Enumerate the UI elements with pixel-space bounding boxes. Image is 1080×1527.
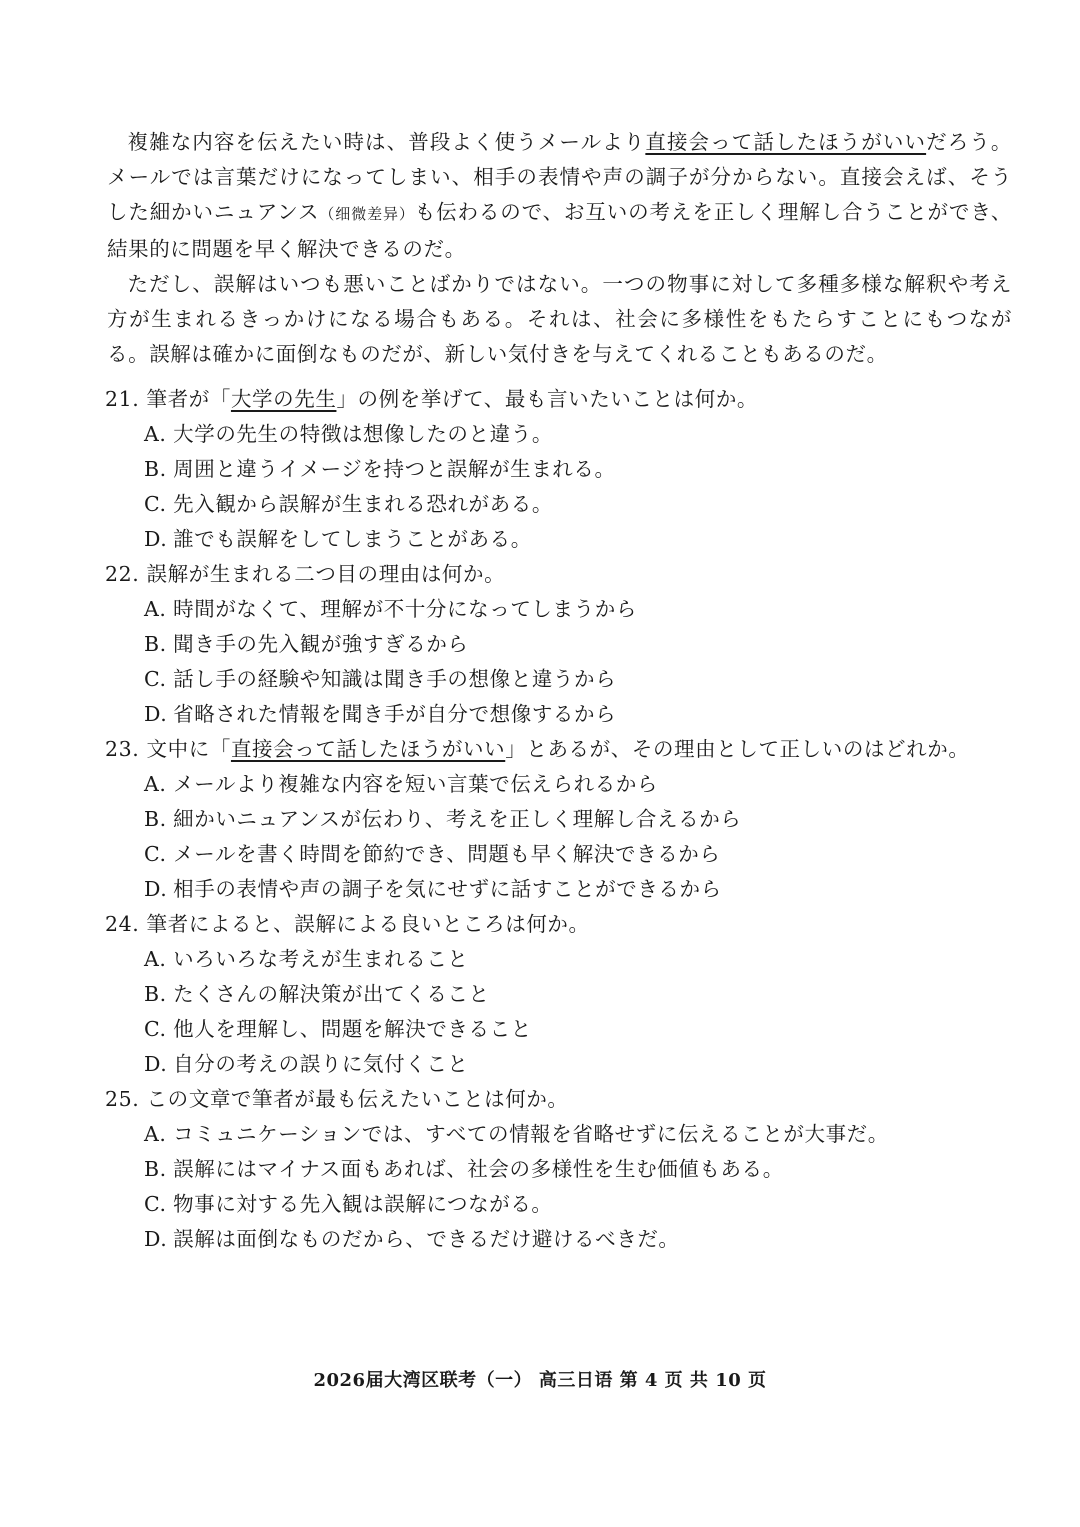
- question-text: 筆者によると、誤解による良いところは何か。: [146, 912, 590, 936]
- option-letter: B.: [144, 632, 167, 656]
- option-text: 話し手の経験や知識は聞き手の想像と違うから: [173, 667, 617, 691]
- answer-option: [105, 1047, 1025, 1082]
- option-text: 相手の表情や声の調子を気にせずに話すことができるから: [173, 877, 722, 901]
- option-text: メールを書く時間を節約でき、問題も早く解決できるから: [173, 842, 721, 866]
- answer-option: [105, 1152, 1025, 1187]
- option-text: 周囲と違うイメージを持つと誤解が生まれる。: [173, 457, 616, 481]
- option-text: 大学の先生の特徴は想像したのと違う。: [173, 422, 553, 446]
- option-letter: C.: [144, 492, 167, 516]
- option-letter: D.: [144, 877, 168, 901]
- option-text: 時間がなくて、理解が不十分になってしまうから: [173, 597, 637, 621]
- option-text: コミュニケーションでは、すべての情報を省略せずに伝えることが大事だ。: [173, 1122, 889, 1146]
- answer-option: [105, 1222, 1025, 1257]
- option-letter: D.: [144, 1052, 168, 1076]
- passage-paragraph-1: [107, 125, 1012, 267]
- option-text: 省略された情報を聞き手が自分で想像するから: [173, 702, 617, 726]
- answer-option: [105, 452, 1025, 487]
- option-text: いろいろな考えが生まれること: [173, 947, 469, 971]
- question-number: 25.: [105, 1087, 140, 1111]
- question-stem: [105, 1082, 1025, 1117]
- option-letter: B.: [144, 982, 167, 1006]
- option-letter: D.: [144, 702, 168, 726]
- question-stem: [105, 732, 1025, 767]
- passage-text: だろう。メールでは言葉だけになってしまい、相手の表情や声の調子が分からない。直接会えば、そうした細かいニュアンス: [107, 130, 1012, 224]
- question-text: この文章で筆者が最も伝えたいことは何か。: [146, 1087, 569, 1111]
- option-letter: B.: [144, 457, 167, 481]
- option-letter: C.: [144, 842, 167, 866]
- passage-text: 複雑な内容を伝えたい時は、普段よく使うメールより: [127, 130, 646, 154]
- option-letter: A.: [144, 947, 167, 971]
- answer-option: [105, 837, 1025, 872]
- option-text: 物事に対する先入観は誤解につながる。: [173, 1192, 553, 1216]
- option-letter: C.: [144, 1017, 167, 1041]
- question-text: 」の例を挙げて、最も言いたいことは何か。: [336, 387, 759, 411]
- option-text: 誤解にはマイナス面もあれば、社会の多様性を生む価値もある。: [173, 1157, 784, 1181]
- question-text: 文中に「: [146, 737, 231, 761]
- answer-option: [105, 1012, 1025, 1047]
- answer-option: [105, 977, 1025, 1012]
- option-text: たくさんの解決策が出てくること: [173, 982, 490, 1006]
- question-stem: [105, 557, 1025, 592]
- answer-option: [105, 1187, 1025, 1222]
- option-text: 先入観から誤解が生まれる恐れがある。: [173, 492, 553, 516]
- answer-option: [105, 487, 1025, 522]
- question-22: [105, 557, 1025, 732]
- underlined-phrase: 大学の先生: [230, 387, 337, 411]
- answer-option: [105, 872, 1025, 907]
- question-number: 24.: [105, 912, 140, 936]
- option-letter: A.: [144, 422, 167, 446]
- option-letter: C.: [144, 1192, 167, 1216]
- option-letter: C.: [144, 667, 167, 691]
- underlined-phrase: 直接会って話したほうがいい: [230, 737, 506, 761]
- option-text: 自分の考えの誤りに気付くこと: [173, 1052, 469, 1076]
- question-text: 筆者が「: [146, 387, 231, 411]
- option-letter: D.: [144, 527, 168, 551]
- option-letter: A.: [144, 1122, 167, 1146]
- question-list: [105, 382, 1025, 1257]
- underlined-phrase: 直接会って話したほうがいい: [645, 130, 927, 154]
- question-text: 誤解が生まれる二つ目の理由は何か。: [146, 562, 506, 586]
- answer-option: [105, 1117, 1025, 1152]
- question-stem: [105, 907, 1025, 942]
- question-21: [105, 382, 1025, 557]
- answer-option: [105, 417, 1025, 452]
- question-number: 22.: [105, 562, 140, 586]
- option-text: 細かいニュアンスが伝わり、考えを正しく理解し合えるから: [173, 807, 742, 831]
- answer-option: [105, 767, 1025, 802]
- answer-option: [105, 592, 1025, 627]
- question-number: 21.: [105, 387, 140, 411]
- answer-option: [105, 802, 1025, 837]
- option-letter: D.: [144, 1227, 168, 1251]
- option-text: メールより複雑な内容を短い言葉で伝えられるから: [173, 772, 659, 796]
- question-number: 23.: [105, 737, 140, 761]
- question-24: [105, 907, 1025, 1082]
- option-letter: B.: [144, 807, 167, 831]
- answer-option: [105, 942, 1025, 977]
- reading-passage: [107, 125, 1012, 372]
- option-text: 誰でも誤解をしてしまうことがある。: [173, 527, 532, 551]
- page-footer: 2026届大湾区联考（一） 高三日语 第 4 页 共 10 页: [313, 1370, 767, 1391]
- question-25: [105, 1082, 1025, 1257]
- option-letter: B.: [144, 1157, 167, 1181]
- option-letter: A.: [144, 772, 167, 796]
- answer-option: [105, 697, 1025, 732]
- answer-option: [105, 627, 1025, 662]
- answer-option: [105, 662, 1025, 697]
- passage-paragraph-2: ただし、誤解はいつも悪いことばかりではない。一つの物事に対して多種多様な解釈や考え方が生まれるきっかけになる場合もある。それは、社会に多様性をもたらすことにもつながる。誤解は確かに面倒なものだが、新しい気付きを与えてくれることもあるのだ。: [107, 272, 1012, 366]
- passage-text: も伝わるので、お互いの考えを正しく理解し合うことができ、結果的に問題を早く解決できるのだ。: [107, 200, 1012, 261]
- answer-option: [105, 522, 1025, 557]
- option-text: 誤解は面倒なものだから、できるだけ避けるべきだ。: [173, 1227, 680, 1251]
- option-letter: A.: [144, 597, 167, 621]
- option-text: 他人を理解し、問題を解決できること: [173, 1017, 532, 1041]
- question-stem: [105, 382, 1025, 417]
- option-text: 聞き手の先入観が強すぎるから: [173, 632, 469, 656]
- question-text: 」とあるが、その理由として正しいのはどれか。: [505, 737, 970, 761]
- translation-note: （细微差异）: [319, 205, 415, 223]
- question-23: [105, 732, 1025, 907]
